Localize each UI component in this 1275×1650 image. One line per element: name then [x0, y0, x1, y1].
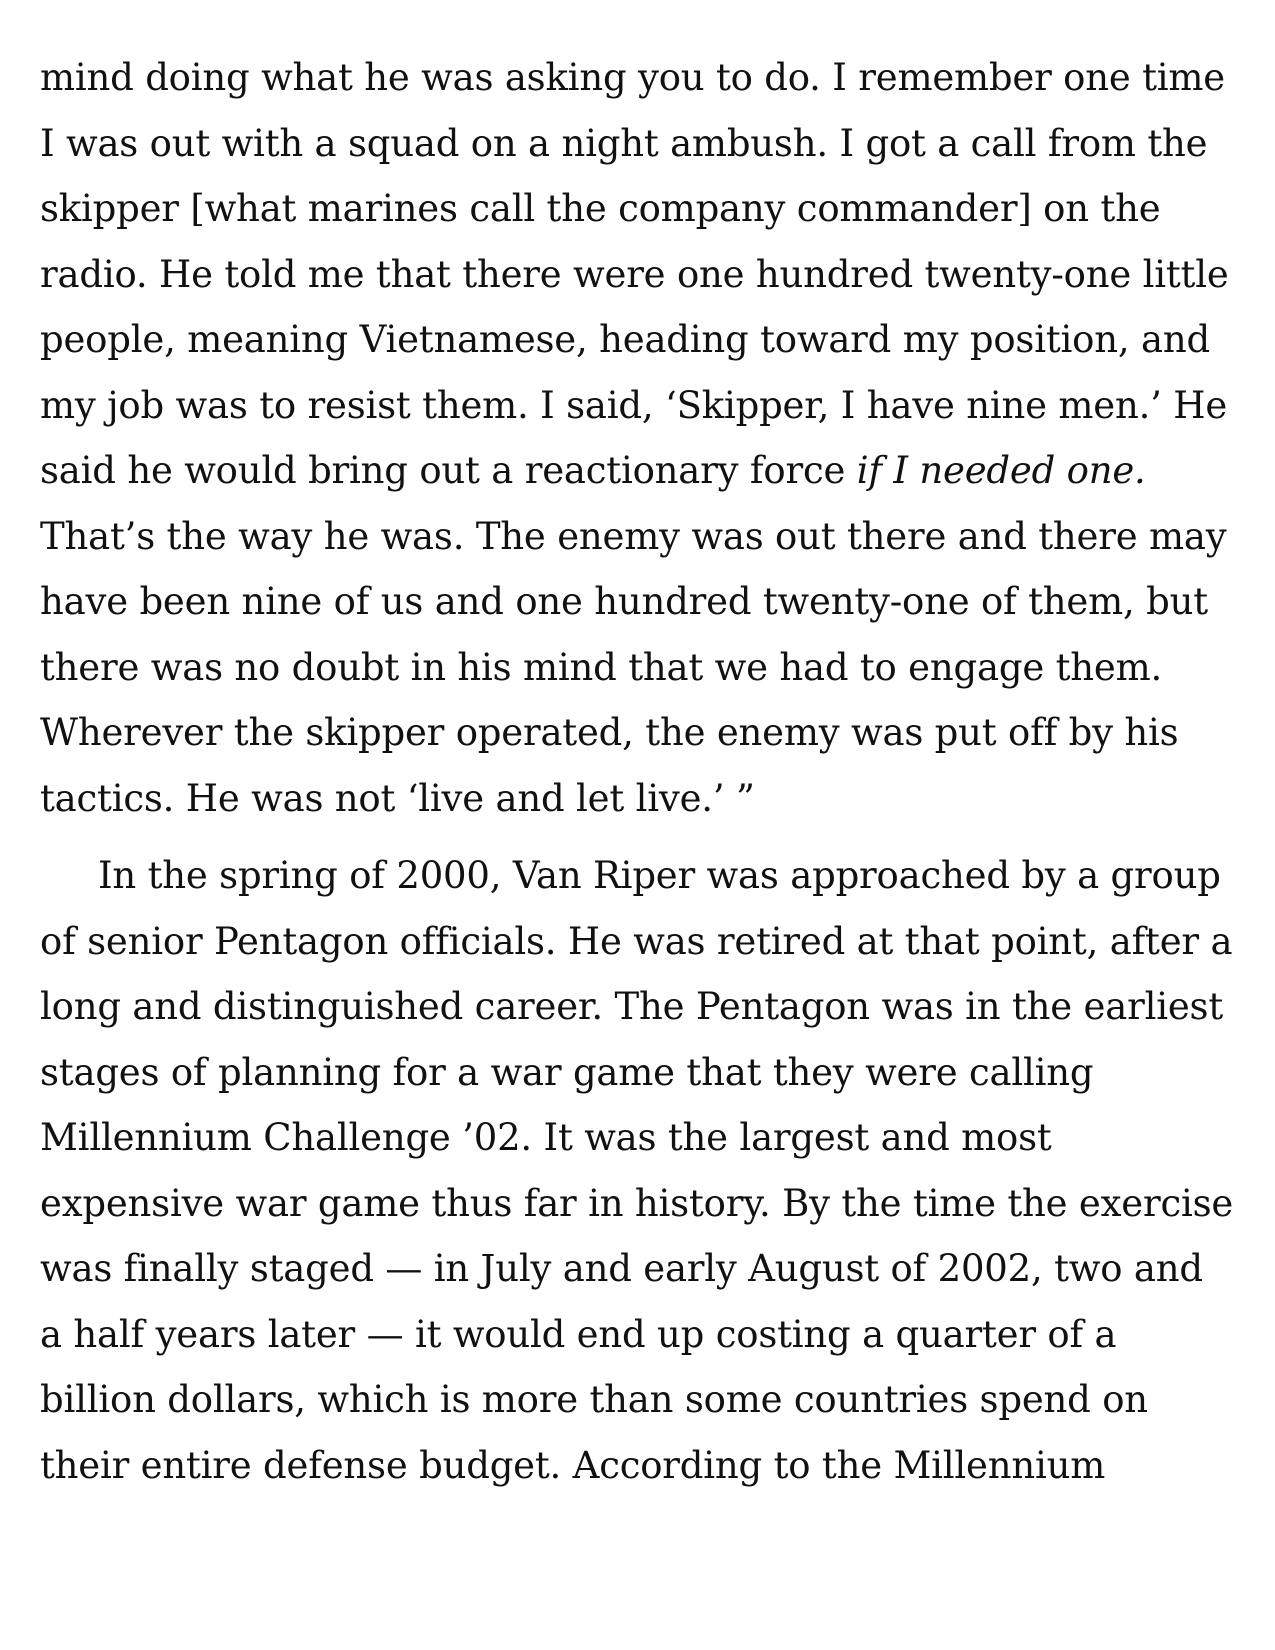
paragraph-spacer [40, 831, 1240, 843]
text-line: stages of planning for a war game that they were calling [40, 1050, 1094, 1094]
text-line: tactics. He was not ‘live and let live.’ ” [40, 776, 755, 820]
text-line: their entire defense budget. According to the Millennium [40, 1443, 1106, 1487]
text-line: was finally staged — in July and early August of 2002, two and [40, 1247, 1203, 1290]
text-line [40, 438, 1240, 504]
text-line: radio. He told me that there were one hundred twenty-one little [40, 252, 1229, 296]
text-line: people, meaning Vietnamese, heading toward my position, and [40, 318, 1210, 361]
document-page [40, 45, 1240, 1498]
text-line: have been nine of us and one hundred twenty-one of them, but [40, 580, 1208, 623]
text-line-prefix: said he would bring out a reactionary force [40, 449, 857, 492]
paragraph-millennium-challenge [40, 843, 1240, 1498]
text-line: expensive war game thus far in history. By the time the exercise [40, 1181, 1234, 1225]
text-line: a half years later — it would end up costing a quarter of a [40, 1312, 1117, 1356]
text-line: mind doing what he was asking you to do. I remember one time [40, 56, 1226, 99]
text-line: billion dollars, which is more than some countries spend on [40, 1378, 1148, 1421]
text-line: Wherever the skipper operated, the enemy was put off by his [40, 711, 1179, 754]
text-line: long and distinguished career. The Pentagon was in the earliest [40, 985, 1223, 1028]
text-line: there was no doubt in his mind that we had to engage them. [40, 645, 1163, 689]
text-line: my job was to resist them. I said, ‘Skipper, I have nine men.’ He [40, 383, 1228, 427]
text-line: of senior Pentagon officials. He was retired at that point, after a [40, 919, 1233, 963]
text-line: I was out with a squad on a night ambush. I got a call from the [40, 121, 1208, 165]
italic-emphasis: if I needed one. [856, 449, 1146, 492]
text-line-indented: In the spring of 2000, Van Riper was approached by a group [98, 854, 1221, 897]
text-line: That’s the way he was. The enemy was out there and there may [40, 514, 1227, 558]
text-line: skipper [what marines call the company commander] on the [40, 187, 1161, 230]
text-line: Millennium Challenge ’02. It was the largest and most [40, 1116, 1052, 1159]
paragraph-quote-continuation [40, 45, 1240, 831]
